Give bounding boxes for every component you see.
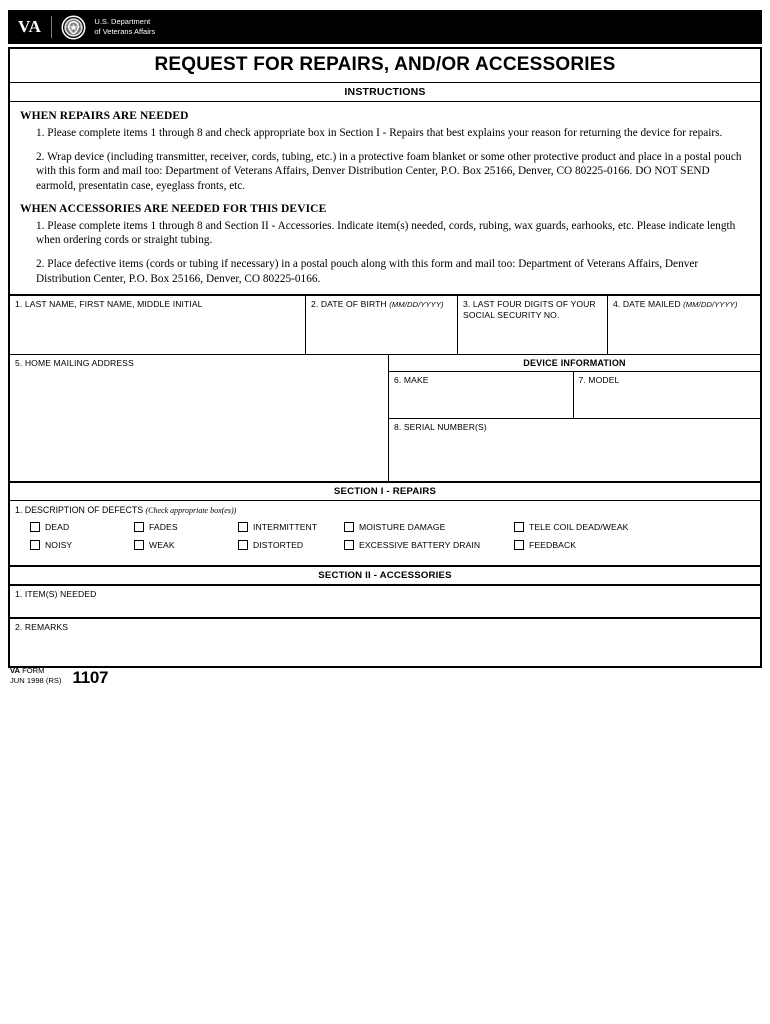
checkbox-label: INTERMITTENT bbox=[253, 522, 318, 533]
checkbox-noisy[interactable] bbox=[30, 540, 72, 550]
field-label-dob-text: 2. DATE OF BIRTH bbox=[311, 299, 387, 310]
footer-form-label: FORM bbox=[20, 666, 45, 675]
footer-revision-date: JUN 1998 (RS) bbox=[10, 676, 62, 686]
section-two-band: SECTION II - ACCESSORIES bbox=[10, 567, 760, 586]
checkbox-label: EXCESSIVE BATTERY DRAIN bbox=[359, 540, 481, 551]
checkbox-box-icon[interactable] bbox=[30, 540, 40, 550]
repairs-heading: WHEN REPAIRS ARE NEEDED bbox=[20, 110, 189, 122]
checkbox-label: NOISY bbox=[45, 540, 73, 551]
checkbox-label: MOISTURE DAMAGE bbox=[359, 522, 446, 533]
field-value-dob bbox=[311, 310, 453, 313]
va-department-line2: of Veterans Affairs bbox=[94, 27, 156, 36]
form-container bbox=[8, 47, 762, 668]
address-device-row bbox=[10, 355, 760, 483]
footer-va-label: VA bbox=[10, 666, 20, 675]
identity-row bbox=[10, 296, 760, 355]
field-label-items-needed: 1. ITEM(S) NEEDED bbox=[15, 589, 97, 600]
checkbox-dead[interactable] bbox=[30, 522, 69, 532]
defects-block bbox=[10, 501, 760, 567]
field-items-needed[interactable] bbox=[10, 586, 760, 619]
field-make[interactable] bbox=[389, 372, 573, 418]
field-value-ssn bbox=[463, 321, 603, 324]
va-header-banner bbox=[8, 10, 762, 44]
banner-divider bbox=[51, 16, 52, 38]
instructions-header: INSTRUCTIONS bbox=[10, 83, 760, 102]
field-value-date-mailed bbox=[613, 310, 756, 313]
accessories-instruction-2: 2. Place defective items (cords or tubing if necessary) in a postal pouch along with this form and mail too: Department of Veterans Affairs, Denver Distribution Center, P.O. Box 25166, Denver, CO 80225-0166. bbox=[36, 258, 699, 285]
field-label-dob bbox=[311, 299, 453, 310]
field-label-make: 6. MAKE bbox=[394, 375, 429, 386]
checkbox-excessive-battery-drain[interactable] bbox=[344, 540, 480, 550]
field-value-name bbox=[15, 310, 301, 313]
field-label-ssn: 3. LAST FOUR DIGITS OF YOUR SOCIAL SECURITY NO. bbox=[463, 299, 596, 321]
checkbox-box-icon[interactable] bbox=[30, 522, 40, 532]
field-label-name: 1. LAST NAME, FIRST NAME, MIDDLE INITIAL bbox=[15, 299, 203, 310]
va-department-text bbox=[94, 17, 155, 37]
checkbox-weak[interactable] bbox=[134, 540, 175, 550]
device-information-panel bbox=[388, 355, 760, 481]
instructions-body bbox=[10, 102, 760, 296]
field-label-model: 7. MODEL bbox=[578, 375, 620, 386]
checkbox-label: WEAK bbox=[149, 540, 175, 551]
field-serial-numbers[interactable] bbox=[389, 419, 760, 480]
checkbox-label: TELE COIL DEAD/WEAK bbox=[529, 522, 629, 533]
checkbox-label: FEEDBACK bbox=[529, 540, 577, 551]
repairs-instruction-2: 2. Wrap device (including transmitter, receiver, cords, tubing, etc.) in a protective foam blanket or some other protective product and place in a postal pouch with this form and mail too: Department of Veterans Affairs, Denver Distribution Center, P.O. Box 25166, Denver, CO 80225-0166. DO NOT SEND earmold, presentatin case, eyeglass fronts, etc. bbox=[36, 150, 742, 193]
checkbox-box-icon[interactable] bbox=[344, 540, 354, 550]
field-value-make bbox=[394, 386, 569, 389]
va-department-line1: U.S. Department bbox=[94, 16, 151, 26]
footer-form-identity bbox=[10, 664, 61, 686]
footer-va-form-line bbox=[10, 666, 61, 676]
va-seal-icon bbox=[61, 15, 86, 40]
defects-label bbox=[10, 505, 760, 515]
checkbox-distorted[interactable] bbox=[238, 540, 303, 550]
field-label-date-mailed-text: 4. DATE MAILED bbox=[613, 299, 681, 310]
field-hint-date-mailed: (MM/DD/YYYY) bbox=[683, 300, 738, 310]
checkbox-tele-coil-dead-weak[interactable] bbox=[514, 522, 628, 532]
field-value-model bbox=[579, 386, 757, 389]
field-label-address: 5. HOME MAILING ADDRESS bbox=[15, 358, 134, 369]
field-value-items-needed bbox=[15, 600, 756, 603]
field-remarks[interactable] bbox=[10, 619, 760, 666]
checkbox-label: FADES bbox=[149, 522, 178, 533]
field-ssn-last-four[interactable] bbox=[457, 296, 607, 354]
checkbox-feedback[interactable] bbox=[514, 540, 576, 550]
defects-label-text: 1. DESCRIPTION OF DEFECTS bbox=[15, 505, 144, 516]
section-one-band: SECTION I - REPAIRS bbox=[10, 483, 760, 501]
field-model[interactable] bbox=[573, 372, 761, 418]
field-label-remarks: 2. REMARKS bbox=[15, 622, 69, 633]
repairs-instruction-1: 1. Please complete items 1 through 8 and check appropriate box in Section I - Repairs that best explains your reason for returning the device for repairs. bbox=[36, 127, 723, 139]
checkbox-box-icon[interactable] bbox=[514, 540, 524, 550]
field-value-remarks bbox=[15, 633, 756, 636]
checkbox-intermittent[interactable] bbox=[238, 522, 317, 532]
checkbox-box-icon[interactable] bbox=[238, 522, 248, 532]
defects-hint: (Check appropriate box(es)) bbox=[145, 506, 237, 516]
field-hint-dob: (MM/DD/YYYY) bbox=[389, 300, 444, 310]
accessories-heading: WHEN ACCESSORIES ARE NEEDED FOR THIS DEVICE bbox=[20, 202, 327, 215]
field-label-serial: 8. SERIAL NUMBER(S) bbox=[394, 422, 487, 433]
footer-form-number: 1107 bbox=[72, 668, 109, 687]
checkbox-label: DISTORTED bbox=[253, 540, 304, 551]
field-value-serial bbox=[394, 433, 756, 436]
checkbox-box-icon[interactable] bbox=[344, 522, 354, 532]
va-wordmark: VA bbox=[18, 17, 42, 36]
checkbox-box-icon[interactable] bbox=[134, 540, 144, 550]
defects-checkbox-grid bbox=[10, 522, 760, 558]
checkbox-box-icon[interactable] bbox=[238, 540, 248, 550]
field-date-mailed[interactable] bbox=[607, 296, 760, 354]
checkbox-box-icon[interactable] bbox=[514, 522, 524, 532]
checkbox-box-icon[interactable] bbox=[134, 522, 144, 532]
form-footer bbox=[10, 664, 108, 686]
accessories-instruction-1: 1. Please complete items 1 through 8 and Section II - Accessories. Indicate item(s) needed, cords, rubing, wax guards, earhooks, etc. Please indicate length when ordering cords or straight tubing. bbox=[36, 219, 736, 247]
field-label-date-mailed bbox=[613, 299, 756, 310]
make-model-row bbox=[389, 372, 760, 419]
field-home-mailing-address[interactable] bbox=[10, 355, 388, 481]
checkbox-moisture-damage[interactable] bbox=[344, 522, 446, 532]
device-information-title: DEVICE INFORMATION bbox=[389, 355, 760, 372]
field-last-first-middle[interactable] bbox=[10, 296, 305, 354]
field-date-of-birth[interactable] bbox=[305, 296, 457, 354]
field-value-address bbox=[15, 369, 384, 372]
page-title: REQUEST FOR REPAIRS, AND/OR ACCESSORIES bbox=[10, 49, 760, 83]
checkbox-label: DEAD bbox=[45, 522, 70, 533]
checkbox-fades[interactable] bbox=[134, 522, 178, 532]
